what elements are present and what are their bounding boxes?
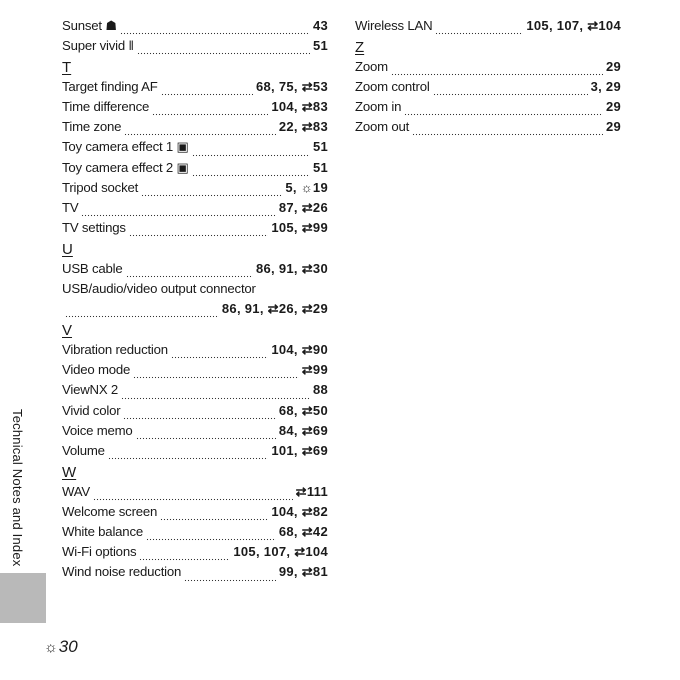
index-entry [62, 342, 328, 362]
index-term: Tripod socket [62, 179, 139, 195]
dot-leader [123, 408, 275, 420]
index-pages: 99, ⇄81 [278, 564, 328, 580]
page-number-value: 30 [58, 637, 78, 656]
index-term: Vivid color [62, 402, 121, 418]
dot-leader [139, 549, 230, 561]
index-entry [62, 261, 328, 281]
index-entry [62, 119, 328, 139]
dot-leader [121, 388, 310, 400]
index-term: USB cable [62, 260, 123, 276]
index-entry [62, 403, 328, 423]
dot-leader [404, 104, 603, 116]
dot-leader [65, 306, 219, 318]
dot-leader [81, 205, 275, 217]
dot-leader [433, 84, 588, 96]
index-letter-heading: V [62, 322, 73, 340]
index-pages: 87, ⇄26 [278, 200, 328, 215]
index-pages: 29 [605, 119, 621, 135]
index-pages: 22, ⇄83 [278, 119, 328, 135]
index-entry [62, 79, 328, 99]
index-term: Zoom control [355, 78, 430, 94]
index-entry [62, 362, 328, 382]
dot-leader [126, 266, 253, 278]
page-number [44, 637, 78, 657]
index-pages: 5, ☼19 [285, 179, 328, 195]
index-entry [355, 18, 621, 38]
section-label: Technical Notes and Index [10, 409, 25, 567]
dot-leader [120, 23, 310, 35]
index-term: Super vivid ‖ [62, 38, 134, 54]
index-pages: 51 [312, 139, 328, 155]
dot-leader [93, 489, 293, 501]
index-column-right [355, 18, 621, 139]
index-term: Zoom out [355, 119, 410, 135]
index-entry [62, 564, 328, 584]
index-term: Voice memo [62, 422, 133, 438]
dot-leader [141, 185, 282, 197]
index-pages: 51 [312, 38, 328, 54]
dot-leader [129, 225, 269, 237]
index-entry [62, 423, 328, 443]
dot-leader [152, 104, 268, 116]
index-pages: 3, 29 [590, 78, 621, 94]
dot-leader [435, 23, 523, 35]
index-column-left [62, 18, 328, 585]
index-letter-heading: W [62, 464, 77, 482]
index-term: ViewNX 2 [62, 382, 119, 398]
dot-leader [391, 64, 603, 76]
index-entry [62, 18, 328, 38]
dot-leader [192, 165, 310, 177]
index-entry [355, 119, 621, 139]
index-entry [355, 99, 621, 119]
index-entry [62, 524, 328, 544]
index-term: Time zone [62, 119, 122, 135]
index-entry [62, 99, 328, 119]
index-entry [62, 504, 328, 524]
index-term: Zoom in [355, 99, 402, 115]
index-term: USB/audio/video output connector [62, 281, 256, 297]
index-pages: ⇄111 [295, 483, 328, 499]
index-term: White balance [62, 523, 143, 539]
index-term: Wind noise reduction [62, 564, 182, 580]
index-entry [62, 443, 328, 463]
index-pages: 105, ⇄99 [271, 220, 328, 236]
index-letter-heading: Z [355, 39, 365, 57]
index-entry [62, 160, 328, 180]
index-entry [62, 484, 328, 504]
index-term: Video mode [62, 362, 131, 378]
index-term: TV settings [62, 220, 126, 236]
index-pages: 86, 91, ⇄30 [255, 260, 328, 276]
index-pages: 84, ⇄69 [278, 422, 328, 438]
index-pages: 29 [605, 58, 621, 74]
index-pages: 104, ⇄90 [271, 341, 328, 357]
dot-leader [412, 124, 603, 136]
index-term: Time difference [62, 99, 150, 115]
dot-leader [160, 509, 268, 521]
index-term: Sunset ☗ [62, 18, 117, 33]
index-pages: ⇄99 [301, 362, 328, 378]
index-pages: 68, ⇄42 [278, 523, 328, 539]
index-term: Wi-Fi options [62, 544, 137, 560]
dot-leader [184, 570, 276, 582]
dot-leader [137, 43, 310, 55]
index-pages: 104, ⇄82 [271, 503, 328, 519]
dot-leader [133, 367, 299, 379]
index-entry [62, 180, 328, 200]
index-entry [62, 544, 328, 564]
index-pages: 43 [312, 18, 328, 33]
index-term: Welcome screen [62, 503, 158, 519]
index-entry [62, 220, 328, 240]
index-letter-heading: U [62, 241, 73, 259]
index-entry [355, 59, 621, 79]
index-term: TV [62, 200, 79, 215]
index-term: Zoom [355, 58, 388, 74]
index-pages: 29 [605, 99, 621, 115]
index-term: Wireless LAN [355, 18, 433, 33]
index-pages: 105, 107, ⇄104 [233, 544, 328, 560]
index-pages: 88 [312, 382, 328, 398]
dot-leader [124, 124, 276, 136]
index-entry [62, 38, 328, 58]
index-entry [62, 281, 328, 321]
dot-leader [161, 84, 253, 96]
index-term: Toy camera effect 2 ▣ [62, 159, 189, 175]
index-entry [62, 139, 328, 159]
dot-leader [108, 448, 269, 460]
index-letter-heading: T [62, 59, 72, 77]
index-pages: 105, 107, ⇄104 [526, 18, 621, 33]
dot-leader [192, 145, 310, 157]
dot-leader [171, 347, 268, 359]
technical-notes-icon: ☼ [44, 639, 58, 656]
dot-leader [136, 428, 276, 440]
index-pages: 86, 91, ⇄26, ⇄29 [221, 301, 328, 317]
index-pages: 101, ⇄69 [271, 442, 328, 458]
index-entry [62, 382, 328, 402]
index-term: WAV [62, 483, 90, 499]
index-term: Vibration reduction [62, 341, 168, 357]
index-pages: 68, ⇄50 [278, 402, 328, 418]
index-term: Toy camera effect 1 ▣ [62, 139, 189, 155]
index-pages: 51 [312, 159, 328, 175]
section-tab [0, 573, 46, 623]
index-term: Target finding AF [62, 78, 158, 94]
index-term: Volume [62, 442, 105, 458]
index-pages: 104, ⇄83 [271, 99, 328, 115]
index-entry [355, 79, 621, 99]
dot-leader [146, 529, 276, 541]
index-pages: 68, 75, ⇄53 [255, 78, 328, 94]
index-entry [62, 200, 328, 220]
